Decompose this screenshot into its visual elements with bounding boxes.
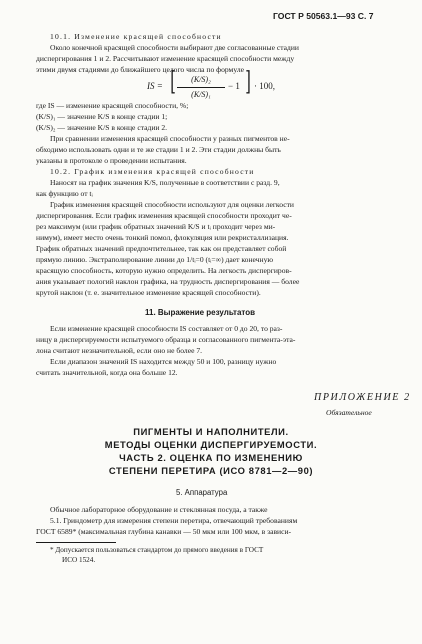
paragraph-line: обходимо использовать одни и те же стадии 1 и 2. Эти стадии должны быть [36,145,281,154]
definition-line: (K/S)₁ — значение K/S в конце стадии 1; [36,112,168,121]
section-10-2-heading: 10.2. График изменения красящей способности [50,167,255,176]
paragraph-line: диспергирования. Если график изменения красящей способности проходит че- [36,211,292,220]
paragraph-line: диспергирования 1 и 2. Рассчитывают изменение красящей способности между [36,54,295,63]
paragraph-line: ГОСТ 6589* (максимальная глубина канавки — 50 мкм или 100 мкм, в зависи- [36,527,292,536]
section-5-heading: 5. Аппаратура [176,488,228,497]
fraction-bar [177,87,225,88]
paragraph-line: этими двумя стадиями до ближайшего целого числа по формуле [36,65,244,74]
footnote-divider [36,542,116,543]
definition-line: где IS — изменение красящей способности, %; [36,101,189,110]
paragraph-line: График изменения красящей способности используют для оценки легкости [50,200,294,209]
paragraph-line: крутой наклон (т. е. значительное изменение красящей способности). [36,288,261,297]
paragraph-line: считать значительной, когда она больше 12. [36,368,178,377]
formula-bracket-right: ] [245,67,251,97]
paragraph-line: ницу в диспергируемости испытуемого образца и согласованного пигмента-эта- [36,335,296,344]
appendix-title-line: МЕТОДЫ ОЦЕНКИ ДИСПЕРГИРУЕМОСТИ. [104,439,318,450]
paragraph-line: График обратных значений предпочтительнее, так как он представляет собой [36,244,287,253]
formula-minus-one: − 1 [228,81,240,91]
formula-times-100: · 100, [254,81,275,91]
paragraph-line: как функцию от tᵢ [36,189,93,198]
paragraph-line: указаны в протоколе о проведении испытания. [36,156,187,165]
paragraph-line: 5.1. Гриндометр для измерения степени перетира, отвечающий требованиям [50,516,298,525]
paragraph-line: ания указывает пологий наклон графика, на трудность диспергирования — более [36,277,300,286]
section-10-1-heading: 10.1. Изменение красящей способности [50,32,222,41]
paragraph-line: Если диапазон значений IS находится между 50 и 100, разницу нужно [50,357,277,366]
section-11-heading: 11. Выражение результатов [145,308,256,317]
paragraph-line: красящую способность, которую нужно определить. На легкость диспергиров- [36,266,292,275]
appendix-status: Обязательное [326,408,372,417]
footnote-line: * Допускается пользоваться стандартом до прямого введения в ГОСТ [50,546,264,554]
appendix-title-line: ЧАСТЬ 2. ОЦЕНКА ПО ИЗМЕНЕНИЮ [119,452,303,463]
paragraph-line: лона считают незначительной, если оно не более 7. [36,346,203,355]
paragraph-line: Обычное лабораторное оборудование и стеклянная посуда, а также [50,505,268,514]
appendix-label: ПРИЛОЖЕНИЕ 2 [314,392,411,403]
appendix-title-line: СТЕПЕНИ ПЕРЕТИРА (ИСО 8781—2—90) [108,465,314,476]
paragraph-line: Наносят на график значения K/S, полученные в соответствии с разд. 9, [50,178,280,187]
footnote-line: ИСО 1524. [62,556,96,564]
formula-numerator: (K/S)₂ [191,75,211,84]
paragraph-line: прямую линию. Экстраполирование линии до 1/tᵢ=0 (tᵢ=∞) дает конечную [36,255,274,264]
paragraph-line: нимум), имеет место очень тонкий помол, флокуляция или рекристаллизация. [36,233,289,242]
page-header: ГОСТ Р 50563.1—93 С. 7 [273,11,374,21]
appendix-title-line: ПИГМЕНТЫ И НАПОЛНИТЕЛИ. [133,426,289,437]
definition-line: (K/S)₂ — значение K/S в конце стадии 2. [36,123,168,132]
formula-denominator: (K/S)₁ [191,90,211,99]
formula-bracket-left: [ [170,67,176,97]
paragraph-line: Около конечной красящей способности выбирают две согласованные стадии [50,43,299,52]
formula-lhs: IS = [147,81,163,91]
paragraph-line: При сравнении изменения красящей способности у разных пигментов не- [50,134,290,143]
paragraph-line: Если изменение красящей способности IS составляет от 0 до 20, то раз- [50,324,283,333]
paragraph-line: рез максимум (или график обратных значений K/S и tᵢ проходит через ми- [36,222,276,231]
